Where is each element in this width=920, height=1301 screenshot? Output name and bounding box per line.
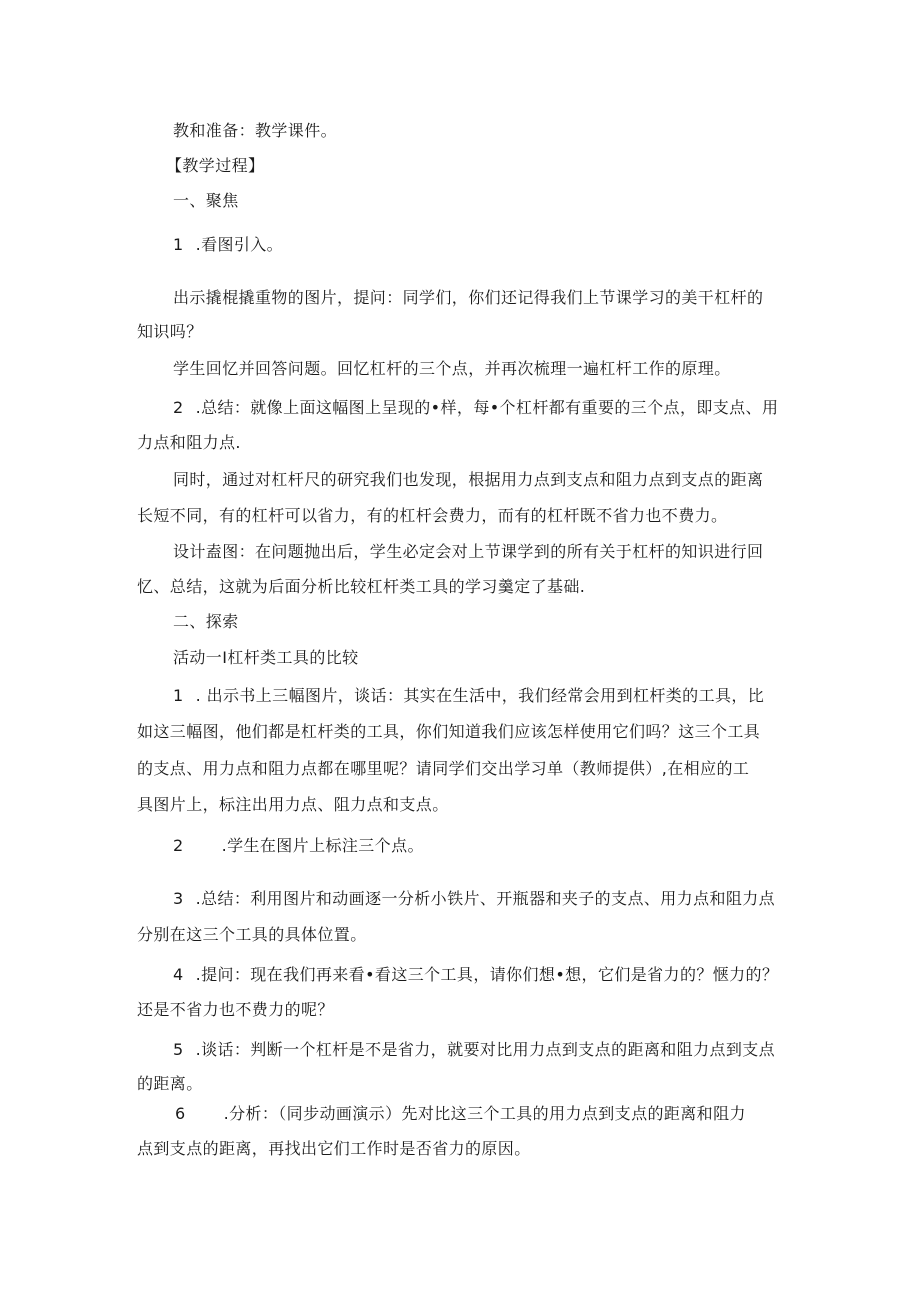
item-2	[173, 391, 778, 425]
paragraph-line: 设计盍图：在问题抛出后，学生必定会对上节课学到的所有关于杠杆的知识进行回	[173, 542, 764, 561]
section-heading-focus: 一、聚焦	[173, 191, 239, 210]
item-number: 1	[173, 235, 184, 254]
paragraph-line: 的支点、用力点和阻力点都在哪里呢？请同学们交出学习单（教师提供）,在相应的工	[137, 759, 750, 778]
item-text: .总结：利用图片和动画逐一分析小铁片、开瓶器和夹子的支点、用力点和阻力点	[195, 889, 776, 908]
paragraph-line: 知识吗？	[137, 322, 203, 341]
item-text: . 出示书上三幅图片，谈话：其实在生活中，我们经常会用到杠杆类的工具，比	[195, 686, 765, 705]
activity-item-5	[173, 1033, 775, 1067]
item-number: 6	[175, 1104, 186, 1123]
prep-line: 教和准备：教学课件。	[173, 121, 338, 140]
item-text: .总结：就像上面这幅图上呈现的•样，每•个杠杆都有重要的三个点，即支点、用	[195, 398, 779, 417]
item-text: .看图引入。	[195, 235, 284, 254]
activity-item-3	[173, 882, 775, 916]
paragraph-line: 的距离。	[137, 1074, 203, 1093]
paragraph-line: 点到支点的距离，再找出它们工作时是否省力的原因。	[137, 1139, 531, 1158]
paragraph-line: 学生回忆并回答问题。回忆杠杆的三个点，并再次梳理一遍杠杆工作的原理。	[173, 359, 731, 378]
process-heading: 【教学过程】	[166, 156, 265, 175]
item-number: 4	[173, 965, 184, 984]
activity-heading: 活动一I杠杆类工具的比较	[173, 648, 359, 667]
paragraph-line: 忆、总结，这就为后面分析比较杠杆类工具的学习羹定了基础.	[137, 577, 586, 596]
paragraph-line: 分别在这三个工具的具体位置。	[137, 925, 367, 944]
section-heading-explore: 二、探索	[173, 612, 239, 631]
paragraph-line: 同时，通过对杠杆尺的研究我们也发现，根据用力点到支点和阻力点到支点的距离	[173, 470, 764, 489]
paragraph-line: 如这三幅图，他们都是杠杆类的工具，你们知道我们应该怎样使用它们吗？这三个工具	[137, 722, 761, 741]
item-number: 3	[173, 889, 184, 908]
item-text: .提问：现在我们再来看•看这三个工具，请你们想•想，它们是省力的？惬力的？	[195, 965, 779, 984]
activity-item-4	[173, 958, 778, 992]
item-text: .学生在图片上标注三个点。	[221, 836, 424, 855]
activity-item-6	[175, 1097, 746, 1131]
item-text: .分析：（同步动画演示）先对比这三个工具的用力点到支点的距离和阻力	[223, 1104, 746, 1123]
paragraph-line: 出示撬棍撬重物的图片，提问：同学们，你们还记得我们上节课学习的美干杠杆的	[173, 288, 764, 307]
item-number: 2	[173, 836, 184, 855]
paragraph-line: 具图片上，标注出用力点、阻力点和支点。	[137, 795, 449, 814]
item-1	[173, 228, 283, 262]
paragraph-line: 力点和阻力点.	[137, 433, 241, 452]
paragraph-line: 长短不同，有的杠杆可以省力，有的杠杆会费力，而有的杠杆既不省力也不费力。	[137, 506, 728, 525]
item-number: 5	[173, 1040, 184, 1059]
item-text: .谈话：判断一个杠杆是不是省力，就要对比用力点到支点的距离和阻力点到支点	[195, 1040, 776, 1059]
item-number: 2	[173, 398, 184, 417]
activity-item-2	[173, 829, 424, 863]
activity-item-1	[173, 679, 764, 713]
paragraph-line: 还是不省力也不费力的呢？	[137, 1000, 334, 1019]
item-number: 1	[173, 686, 184, 705]
